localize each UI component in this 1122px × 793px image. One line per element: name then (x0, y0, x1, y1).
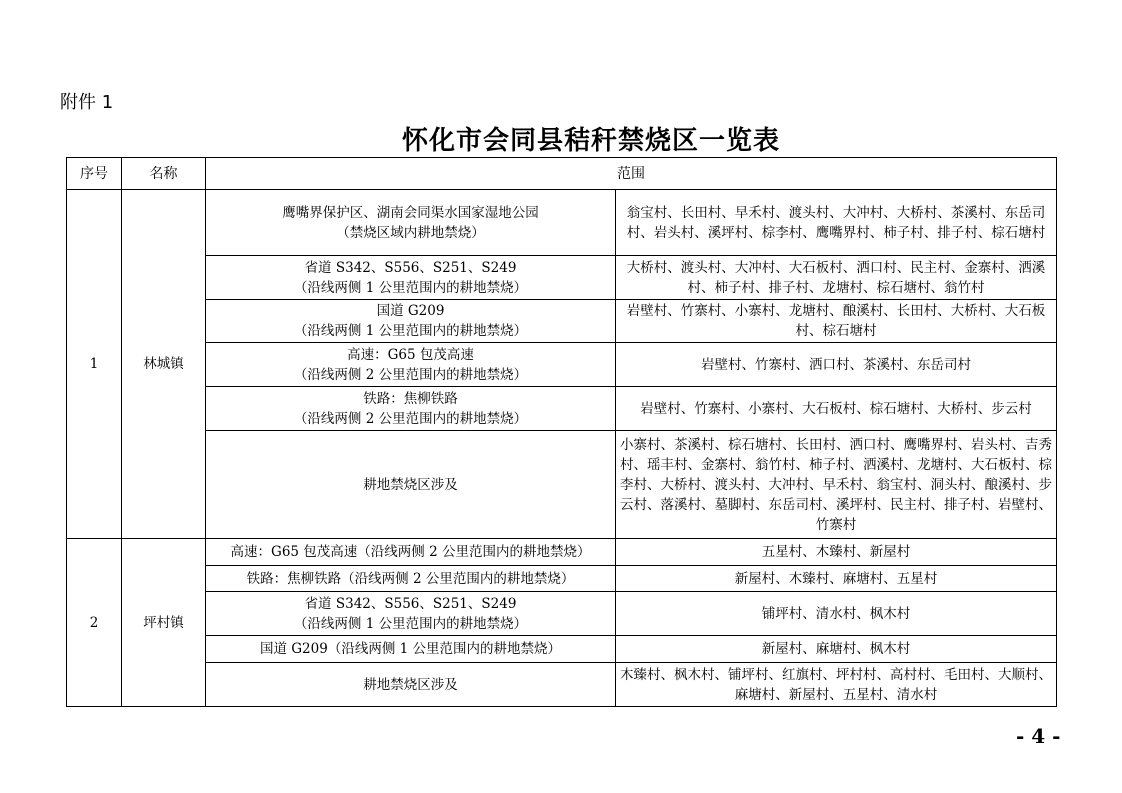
area-description (206, 256, 616, 300)
table-row (67, 387, 1057, 431)
area-description (206, 300, 616, 343)
area-description: 耕地禁烧区涉及 (206, 431, 616, 539)
area-desc-line1: 鹰嘴界保护区、湖南会同渠水国家湿地公园 (282, 204, 539, 221)
area-desc-line1: 高速：G65 包茂高速 (347, 346, 474, 363)
table-row (67, 300, 1057, 343)
area-desc-line2: （沿线两侧 1 公里范围内的耕地禁烧） (293, 279, 528, 296)
village-list: 翁宝村、长田村、早禾村、渡头村、大冲村、大桥村、茶溪村、东岳司村、岩头村、溪坪村、棕李村、鹰嘴界村、柿子村、排子村、棕石塘村 (616, 190, 1057, 256)
table-row (67, 592, 1057, 636)
village-list: 岩壁村、竹寨村、洒口村、茶溪村、东岳司村 (616, 343, 1057, 387)
attachment-label: 附件 1 (60, 92, 114, 113)
area-desc-line1: 省道 S342、S556、S251、S249 (304, 259, 517, 276)
area-description (206, 343, 616, 387)
table-header-row (67, 158, 1057, 190)
area-description: 耕地禁烧区涉及 (206, 663, 616, 707)
table-row (67, 636, 1057, 663)
table-row (67, 566, 1057, 592)
village-list: 木臻村、枫木村、铺坪村、红旗村、坪村村、高村村、毛田村、大顺村、麻塘村、新屋村、五星村、清水村 (616, 663, 1057, 707)
area-desc-line2: （沿线两侧 1 公里范围内的耕地禁烧） (293, 615, 528, 632)
table-row (67, 343, 1057, 387)
area-description: 国道 G209（沿线两侧 1 公里范围内的耕地禁烧） (206, 636, 616, 663)
area-desc-line1: 国道 G209 (376, 303, 445, 319)
village-list: 新屋村、麻塘村、枫木村 (616, 636, 1057, 663)
area-desc-line2: （沿线两侧 2 公里范围内的耕地禁烧） (293, 410, 528, 427)
table-row (67, 663, 1057, 707)
table-row (67, 256, 1057, 300)
area-description (206, 592, 616, 636)
area-description: 高速：G65 包茂高速（沿线两侧 2 公里范围内的耕地禁烧） (206, 539, 616, 566)
area-description (206, 190, 616, 256)
area-desc-line2: （沿线两侧 1 公里范围内的耕地禁烧） (293, 323, 528, 339)
burn-ban-table (66, 157, 1057, 707)
village-list: 铺坪村、清水村、枫木村 (616, 592, 1057, 636)
area-description (206, 387, 616, 431)
area-desc-line1: 省道 S342、S556、S251、S249 (304, 595, 517, 612)
header-name: 名称 (122, 158, 206, 190)
town-number: 2 (67, 539, 122, 707)
town-name: 林城镇 (122, 190, 206, 539)
village-list: 新屋村、木臻村、麻塘村、五星村 (616, 566, 1057, 592)
header-range: 范围 (206, 158, 1057, 190)
page-number: - 4 - (1016, 724, 1061, 748)
area-desc-line2: （沿线两侧 2 公里范围内的耕地禁烧） (293, 366, 528, 383)
area-desc-line1: 铁路：焦柳铁路 (363, 390, 458, 407)
area-desc-line2: （禁烧区域内耕地禁烧） (336, 224, 485, 241)
table-row (67, 539, 1057, 566)
village-list: 岩壁村、竹寨村、小寨村、龙塘村、酿溪村、长田村、大桥村、大石板村、棕石塘村 (616, 300, 1057, 343)
area-description: 铁路：焦柳铁路（沿线两侧 2 公里范围内的耕地禁烧） (206, 566, 616, 592)
town-number: 1 (67, 190, 122, 539)
village-list: 五星村、木臻村、新屋村 (616, 539, 1057, 566)
header-no: 序号 (67, 158, 122, 190)
village-list: 岩壁村、竹寨村、小寨村、大石板村、棕石塘村、大桥村、步云村 (616, 387, 1057, 431)
table-row (67, 431, 1057, 539)
table-row (67, 190, 1057, 256)
page-title: 怀化市会同县秸秆禁烧区一览表 (401, 126, 780, 156)
village-list: 小寨村、茶溪村、棕石塘村、长田村、洒口村、鹰嘴界村、岩头村、吉秀村、瑶丰村、金寨村、翁竹村、柿子村、洒溪村、龙塘村、大石板村、棕李村、大桥村、渡头村、大冲村、早禾村、翁宝村、洞头村、酿溪村、步云村、落溪村、墓脚村、东岳司村、溪坪村、民主村、排子村、岩壁村、竹寨村 (616, 431, 1057, 539)
village-list: 大桥村、渡头村、大冲村、大石板村、洒口村、民主村、金寨村、洒溪村、柿子村、排子村、龙塘村、棕石塘村、翁竹村 (616, 256, 1057, 300)
town-name: 坪村镇 (122, 539, 206, 707)
